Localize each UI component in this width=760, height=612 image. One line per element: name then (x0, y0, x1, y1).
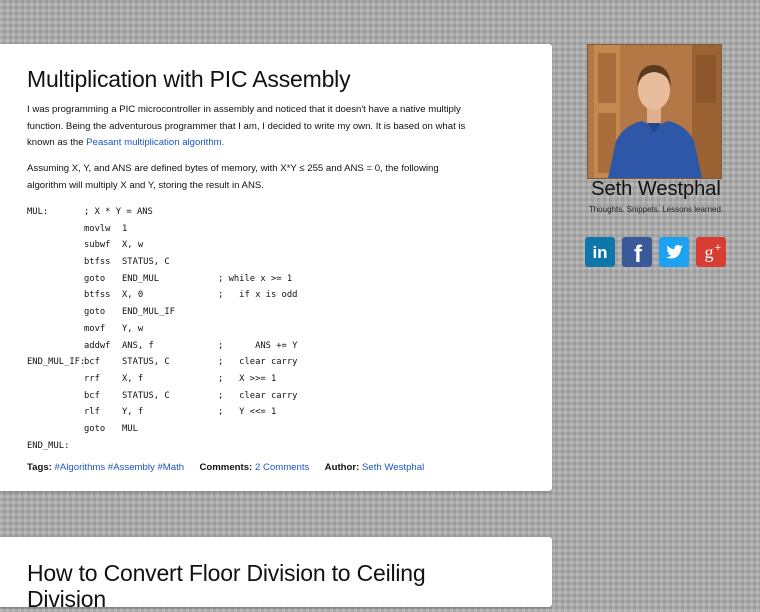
peasant-algorithm-link[interactable]: Peasant multiplication algorithm. (86, 137, 225, 148)
tagline: Thoughts. Snippets. Lessons learned. (588, 205, 724, 214)
post-card (0, 44, 552, 491)
code-op: movf (84, 323, 106, 334)
code-op: btfss (84, 257, 111, 268)
comments-label: Comments: (199, 462, 253, 473)
code-arg: Y, f (122, 407, 144, 418)
code-op: bcf (84, 390, 100, 401)
code-arg: 1 (122, 223, 128, 234)
code-arg: X, 0 (122, 290, 144, 301)
author-name: Seth Westphal (591, 178, 721, 200)
svg-text:g: g (704, 242, 714, 262)
code-label: END_MUL: (27, 440, 70, 451)
code-line (27, 304, 297, 321)
code-line (27, 388, 297, 405)
twitter-icon[interactable] (659, 237, 689, 267)
code-comment: ; X >>= 1 (218, 373, 277, 384)
code-line (27, 321, 297, 338)
code-line (27, 421, 297, 438)
social-links (585, 237, 726, 267)
code-line (27, 204, 297, 221)
code-label: END_MUL_IF: (27, 357, 86, 368)
code-arg: MUL (122, 423, 138, 434)
author-photo (588, 45, 721, 178)
tags-label: Tags: (27, 462, 52, 473)
code-arg: Y, w (122, 323, 144, 334)
code-line (27, 354, 297, 371)
facebook-icon[interactable] (622, 237, 652, 267)
code-op: movlw (84, 223, 111, 234)
code-line (27, 237, 297, 254)
author-label: Author: (324, 462, 360, 473)
code-line (27, 221, 297, 238)
code-arg: ANS, f (122, 340, 154, 351)
tag-assembly[interactable]: #Assembly (107, 462, 155, 473)
code-comment: ; while x >= 1 (218, 273, 293, 284)
post-title[interactable]: Multiplication with PIC Assembly (27, 66, 351, 92)
code-line (27, 438, 297, 455)
code-label: MUL: (27, 207, 49, 217)
google-plus-icon[interactable] (696, 237, 726, 267)
post-intro (27, 102, 472, 152)
tag-math[interactable]: #Math (157, 462, 185, 473)
svg-text:in: in (592, 243, 608, 262)
intro-text: I was programming a PIC microcontroller in assembly and noticed that it doesn't have a native multiply function. Being the adventurous programmer that I am, I decided to write my own. It is based on what is known as the (27, 104, 466, 148)
post-meta (27, 462, 424, 473)
code-op: goto (84, 307, 106, 318)
svg-text:f: f (634, 241, 642, 267)
code-arg: END_MUL_IF (122, 307, 175, 318)
code-arg: STATUS, C (122, 257, 170, 268)
code-op: rrf (84, 373, 100, 384)
code-op: bcf (84, 357, 100, 368)
tag-algorithms[interactable]: #Algorithms (54, 462, 106, 473)
linkedin-icon[interactable] (585, 237, 615, 267)
code-comment: ; if x is odd (218, 290, 298, 301)
code-op: ; X * Y = ANS (84, 207, 153, 217)
code-arg: X, f (122, 373, 144, 384)
code-comment: ; clear carry (218, 357, 298, 368)
code-arg: STATUS, C (122, 357, 170, 368)
code-op: subwf (84, 240, 111, 251)
code-line (27, 254, 297, 271)
code-arg: STATUS, C (122, 390, 170, 401)
avatar (587, 44, 722, 179)
code-op: goto (84, 273, 106, 284)
code-comment: ; ANS += Y (218, 340, 298, 351)
post-card (0, 537, 552, 612)
code-line (27, 287, 297, 304)
code-comment: ; clear carry (218, 390, 298, 401)
code-line (27, 338, 297, 355)
author-link[interactable]: Seth Westphal (361, 462, 425, 473)
code-line (27, 371, 297, 388)
code-arg: X, w (122, 240, 144, 251)
code-line (27, 404, 297, 421)
post-title[interactable]: How to Convert Floor Division to Ceiling Division (27, 560, 426, 612)
code-op: rlf (84, 407, 100, 418)
comments-link[interactable]: 2 Comments (254, 462, 310, 473)
code-comment: ; Y <<= 1 (218, 407, 277, 418)
svg-text:+: + (714, 242, 722, 254)
code-arg: END_MUL (122, 273, 160, 284)
code-op: btfss (84, 290, 111, 301)
post-intro-2: Assuming X, Y, and ANS are defined bytes of memory, with X*Y ≤ 255 and ANS = 0, the following algorithm will multiply X and Y, storing the result in ANS. (27, 163, 439, 191)
code-op: goto (84, 423, 106, 434)
code-block (27, 204, 297, 454)
code-op: addwf (84, 340, 111, 351)
code-line (27, 271, 297, 288)
